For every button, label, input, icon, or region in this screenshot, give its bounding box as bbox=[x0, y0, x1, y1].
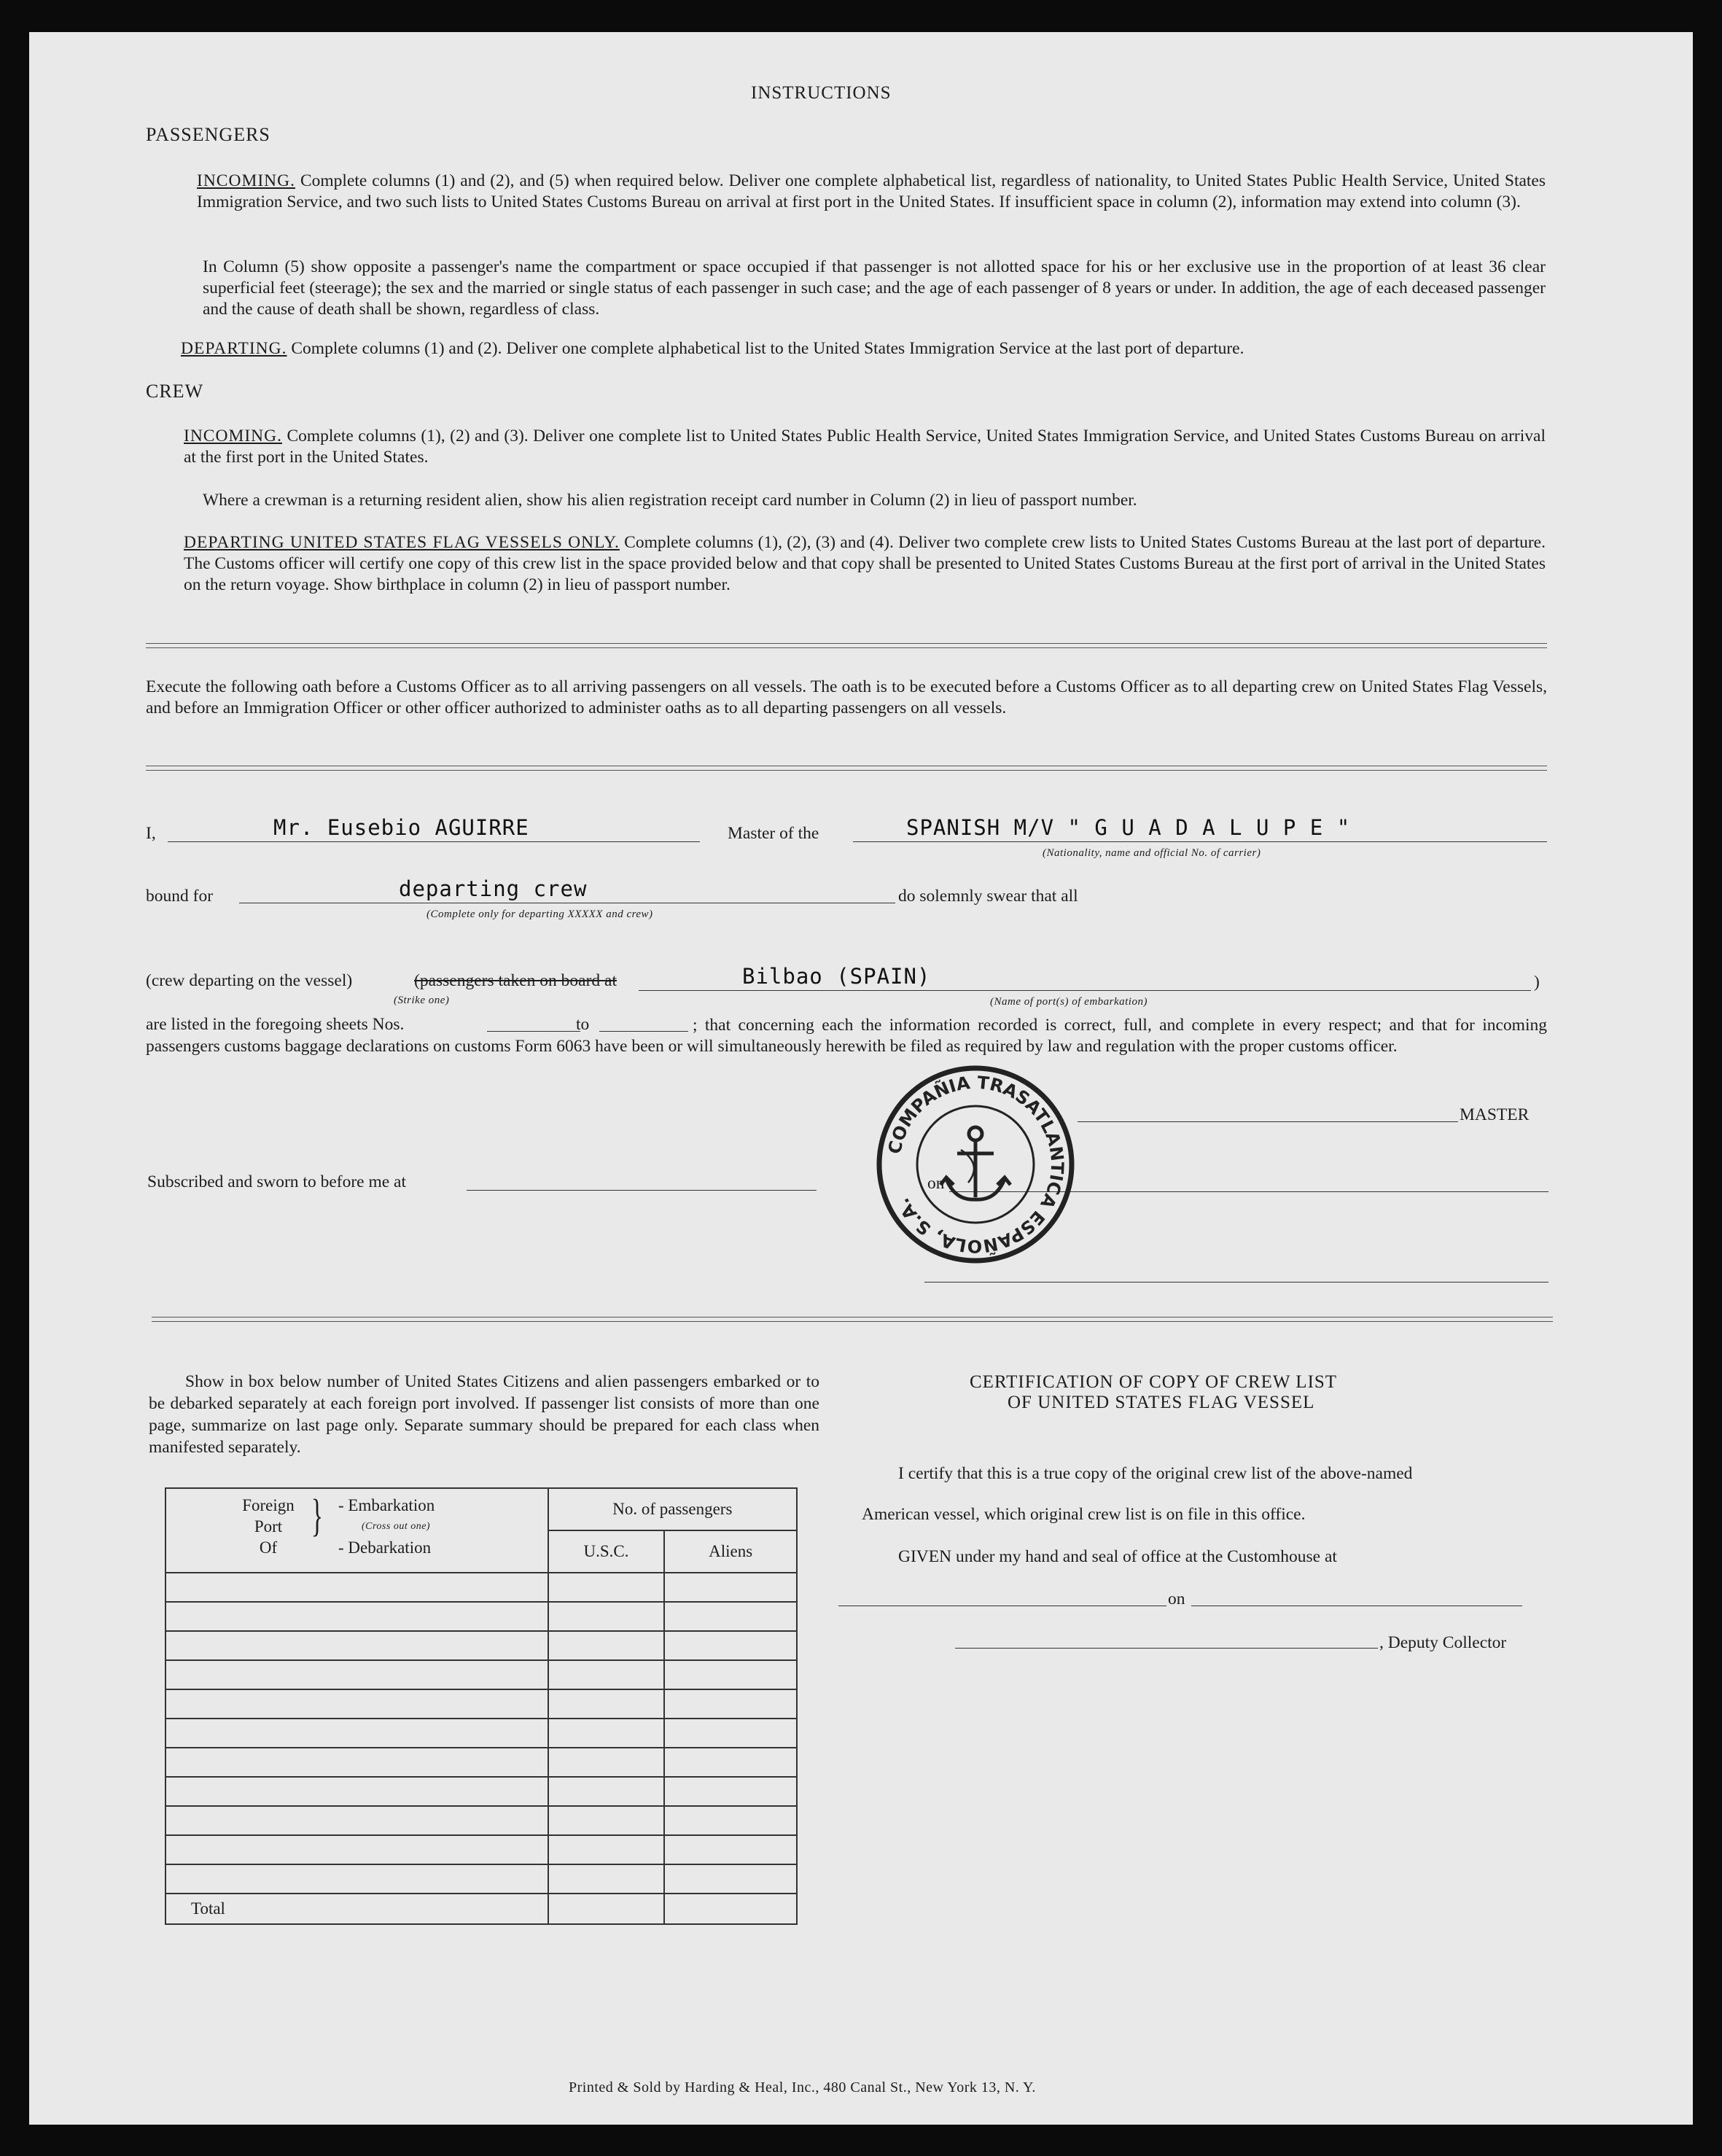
aliens-cell[interactable] bbox=[664, 1602, 797, 1631]
crew-departing-text: Complete columns (1), (2), (3) and (4). Deliver two complete crew lists to United States Customs Bureau at the last port of departure. The Customs officer will certify one copy of this crew list in the space provided below and that copy shall be presented to United States Customs Bureau at the first port of arrival in the United States on the return voyage. Show birthplace in column (2) in lieu of passport number. bbox=[184, 533, 1546, 594]
aliens-cell[interactable] bbox=[664, 1573, 797, 1602]
foreign-port-header bbox=[165, 1488, 548, 1573]
resident-alien-paragraph: Where a crewman is a returning resident alien, show his alien registration receipt card number in Column (2) in lieu of passport number. bbox=[203, 491, 1137, 510]
passengers-count-header: No. of passengers bbox=[548, 1488, 797, 1530]
aliens-cell[interactable] bbox=[664, 1660, 797, 1689]
anchor-icon bbox=[940, 1127, 1010, 1199]
passengers-incoming-text: Complete columns (1) and (2), and (5) when required below. Deliver one complete alphabetical list, regardless of nationality, to United States Public Health Service, United States Immigration Service, and two such lists to United States Customs Bureau on arrival at first port in the United States. If insufficient space in column (2), information may extend into column (3). bbox=[197, 171, 1546, 211]
passengers-incoming-label: INCOMING. bbox=[197, 171, 295, 190]
usc-cell[interactable] bbox=[548, 1602, 665, 1631]
company-seal-stamp bbox=[873, 1062, 1078, 1266]
passengers-heading: PASSENGERS bbox=[146, 124, 270, 145]
of-label: Of bbox=[259, 1538, 278, 1557]
subscribed-place-line[interactable] bbox=[467, 1190, 817, 1191]
passengers-departing-text: Complete columns (1) and (2). Deliver one complete alphabetical list to the United States Immigration Service at the last port of departure. bbox=[291, 339, 1244, 358]
port-cell[interactable] bbox=[165, 1660, 548, 1689]
total-usc-cell[interactable] bbox=[548, 1894, 665, 1924]
aliens-cell[interactable] bbox=[664, 1777, 797, 1806]
crew-departing-paragraph bbox=[184, 532, 1546, 596]
usc-cell[interactable] bbox=[548, 1835, 665, 1864]
master-of-label: Master of the bbox=[728, 824, 819, 843]
aliens-cell[interactable] bbox=[664, 1719, 797, 1748]
usc-cell[interactable] bbox=[548, 1573, 665, 1602]
summary-instructions: Show in box below number of United States Citizens and alien passengers embarked or to be debarked separately at each foreign port involved. If passenger list consists of more than one page, summarize on last page only. Separate summary should be prepared for each class when manifested separately. bbox=[149, 1372, 819, 1457]
foreign-label: Foreign bbox=[242, 1496, 295, 1514]
crew-incoming-label: INCOMING. bbox=[184, 427, 282, 445]
crew-heading: CREW bbox=[146, 381, 204, 402]
usc-cell[interactable] bbox=[548, 1748, 665, 1777]
embarkation-label[interactable]: - Embarkation bbox=[338, 1496, 435, 1514]
port-value[interactable]: Bilbao (SPAIN) bbox=[742, 964, 931, 989]
usc-cell[interactable] bbox=[548, 1806, 665, 1835]
port-cell[interactable] bbox=[165, 1602, 548, 1631]
port-cell[interactable] bbox=[165, 1835, 548, 1864]
usc-cell[interactable] bbox=[548, 1689, 665, 1719]
deputy-signature-line[interactable] bbox=[955, 1648, 1378, 1649]
listed-text-2: ; that concerning each the information recorded is correct, full, and complete in every respect; and that for incoming passengers customs baggage declarations on customs Form 6063 have been or will simultaneously herewith be filed as required by law and regulation with the proper customs officer. bbox=[146, 1016, 1547, 1056]
aliens-cell[interactable] bbox=[664, 1806, 797, 1835]
i-label: I, bbox=[146, 824, 156, 843]
certification-title-2: OF UNITED STATES FLAG VESSEL bbox=[1008, 1393, 1315, 1412]
oath-intro: Execute the following oath before a Customs Officer as to all arriving passengers on all vessels. The oath is to be executed before a Customs Officer as to all departing crew on United States Flag Vessels, and before an Immigration Officer or other officer authorized to administer oaths as to all departing passengers on all vessels. bbox=[146, 677, 1547, 717]
passengers-departing-label: DEPARTING. bbox=[181, 339, 287, 358]
master-label: MASTER bbox=[1460, 1105, 1530, 1124]
certification-text-2: American vessel, which original crew list is on file in this office. bbox=[862, 1505, 1306, 1524]
divider bbox=[146, 766, 1547, 771]
instructions-title: INSTRUCTIONS bbox=[751, 83, 892, 103]
port-caption: (Name of port(s) of embarkation) bbox=[990, 996, 1148, 1008]
divider bbox=[152, 1317, 1553, 1322]
listed-text-1: are listed in the foregoing sheets Nos. bbox=[146, 1015, 405, 1034]
subscribed-label: Subscribed and sworn to before me at bbox=[147, 1172, 407, 1191]
vessel-value[interactable]: SPANISH M/V " G U A D A L U P E " bbox=[906, 815, 1351, 840]
passengers-departing-paragraph bbox=[181, 338, 1546, 359]
master-signature-line[interactable] bbox=[1078, 1121, 1458, 1122]
certification-on-label: on bbox=[1168, 1589, 1185, 1608]
usc-cell[interactable] bbox=[548, 1864, 665, 1894]
port-cell[interactable] bbox=[165, 1777, 548, 1806]
usc-cell[interactable] bbox=[548, 1631, 665, 1660]
usc-cell[interactable] bbox=[548, 1660, 665, 1689]
master-name-value[interactable]: Mr. Eusebio AGUIRRE bbox=[273, 815, 529, 840]
usc-header: U.S.C. bbox=[548, 1530, 665, 1573]
port-cell[interactable] bbox=[165, 1748, 548, 1777]
strike-text: (passengers taken on board at bbox=[414, 971, 617, 990]
port-line bbox=[639, 990, 1531, 991]
usc-cell[interactable] bbox=[548, 1719, 665, 1748]
master-name-line bbox=[168, 841, 700, 842]
certification-text-1: I certify that this is a true copy of the original crew list of the above-named bbox=[898, 1464, 1413, 1483]
vessel-line bbox=[853, 841, 1547, 842]
crew-departing-label: DEPARTING UNITED STATES FLAG VESSELS ONLY. bbox=[184, 533, 620, 552]
crew-incoming-paragraph bbox=[184, 426, 1546, 468]
debarkation-label[interactable]: - Debarkation bbox=[338, 1538, 432, 1557]
aliens-header: Aliens bbox=[664, 1530, 797, 1573]
certification-text-3: GIVEN under my hand and seal of office at the Customhouse at bbox=[898, 1547, 1337, 1566]
aliens-cell[interactable] bbox=[664, 1748, 797, 1777]
listed-to: to bbox=[576, 1015, 590, 1034]
port-cell[interactable] bbox=[165, 1573, 548, 1602]
port-cell[interactable] bbox=[165, 1631, 548, 1660]
total-label: Total bbox=[165, 1894, 548, 1924]
crew-incoming-text: Complete columns (1), (2) and (3). Deliver one complete list to United States Public Health Service, United States Immigration Service, and United States Customs Bureau on arrival at the first port in the United States. bbox=[184, 427, 1546, 467]
aliens-cell[interactable] bbox=[664, 1835, 797, 1864]
aliens-cell[interactable] bbox=[664, 1689, 797, 1719]
port-cell[interactable] bbox=[165, 1719, 548, 1748]
passengers-incoming-paragraph bbox=[197, 171, 1546, 213]
bound-for-value[interactable]: departing crew bbox=[399, 876, 588, 901]
divider bbox=[146, 643, 1547, 648]
subscribed-on-label: on bbox=[927, 1174, 945, 1193]
bound-for-label: bound for bbox=[146, 887, 214, 906]
bound-for-caption: (Complete only for departing XXXXX and crew) bbox=[426, 908, 653, 920]
deputy-collector-label: , Deputy Collector bbox=[1379, 1633, 1507, 1652]
aliens-cell[interactable] bbox=[664, 1631, 797, 1660]
port-cell[interactable] bbox=[165, 1806, 548, 1835]
officer-signature-line[interactable] bbox=[924, 1282, 1548, 1283]
column5-paragraph: In Column (5) show opposite a passenger's name the compartment or space occupied if that passenger is not allotted space for his or her exclusive use in the proportion of at least 36 clear superficial feet (steerage); the sex and the married or single status of each passenger in such case; and the age of each passenger of 8 years or under. In addition, the age of each deceased passenger and the cause of death shall be shown, regardless of class. bbox=[203, 257, 1546, 319]
port-label: Port bbox=[254, 1517, 283, 1536]
usc-cell[interactable] bbox=[548, 1777, 665, 1806]
certification-title-1: CERTIFICATION OF COPY OF CREW LIST bbox=[970, 1372, 1338, 1392]
strike-caption: (Strike one) bbox=[394, 995, 450, 1006]
close-paren: ) bbox=[1534, 973, 1540, 992]
cross-out-label: (Cross out one) bbox=[362, 1521, 431, 1532]
brace-icon: } bbox=[311, 1491, 324, 1541]
form-sheet bbox=[29, 32, 1693, 2125]
total-aliens-cell[interactable] bbox=[664, 1894, 797, 1924]
aliens-cell[interactable] bbox=[664, 1864, 797, 1894]
swear-text: do solemnly swear that all bbox=[898, 887, 1078, 906]
printer-footer: Printed & Sold by Harding & Heal, Inc., 480 Canal St., New York 13, N. Y. bbox=[569, 2079, 1036, 2095]
port-cell[interactable] bbox=[165, 1689, 548, 1719]
vessel-caption: (Nationality, name and official No. of carrier) bbox=[1043, 847, 1261, 859]
port-cell[interactable] bbox=[165, 1864, 548, 1894]
stamp-outer-text: COMPAÑIA TRASATLANTICA ESPAÑOLA, S.A. bbox=[884, 1072, 1068, 1257]
passenger-summary-table bbox=[165, 1487, 798, 1925]
crew-departing-label: (crew departing on the vessel) bbox=[146, 971, 353, 990]
